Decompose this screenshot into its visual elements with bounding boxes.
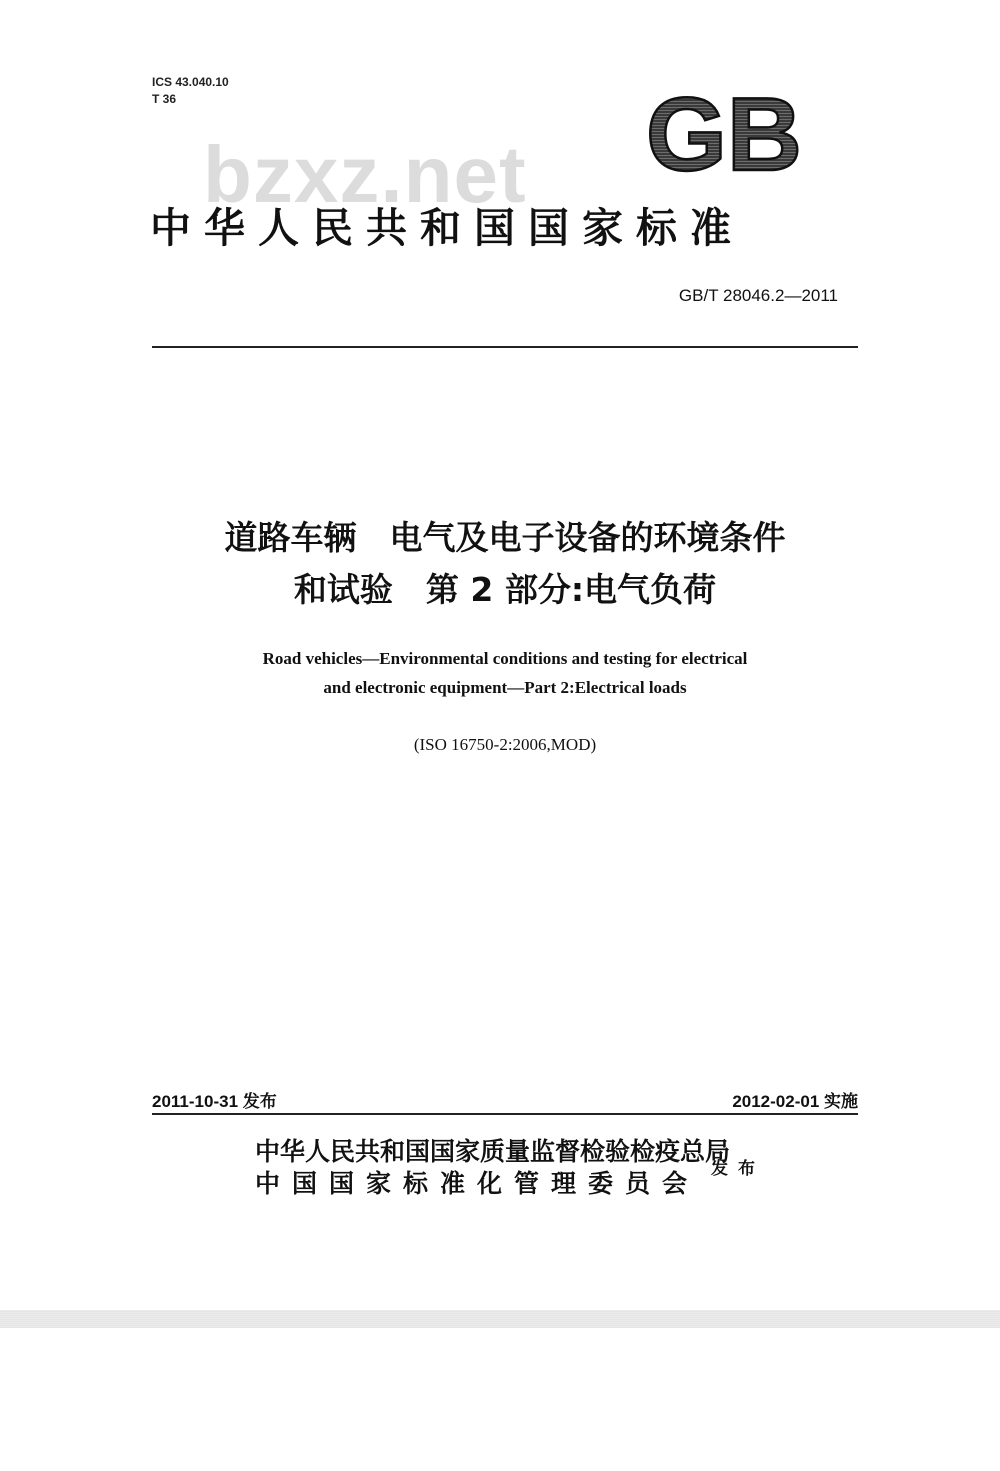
ics-code: ICS 43.040.10	[152, 75, 229, 89]
gb-logo-text: GB	[646, 86, 802, 178]
classification-codes	[152, 74, 229, 108]
page-separator	[0, 1310, 1000, 1328]
english-title	[100, 644, 910, 702]
issuer-aqsiq: 中华人民共和国国家质量监督检验检疫总局	[255, 1137, 731, 1166]
issuing-authorities	[255, 1136, 730, 1200]
bottom-divider	[152, 1113, 858, 1115]
english-title-line-1: Road vehicles—Environmental conditions and testing for electrical	[262, 649, 748, 668]
iso-reference: (ISO 16750-2:2006,MOD)	[413, 735, 597, 754]
class-code: T 36	[152, 92, 177, 106]
publish-date: 2011-10-31 发布	[152, 1092, 277, 1111]
implementation-date: 2012-02-01 实施	[732, 1092, 858, 1111]
top-divider	[152, 346, 858, 348]
watermark: bzxz.net	[203, 130, 527, 219]
english-title-line-2: and electronic equipment—Part 2:Electrical loads	[323, 678, 687, 697]
standard-number: GB/T 28046.2—2011	[678, 286, 838, 305]
chinese-title	[100, 512, 910, 616]
next-page-area	[0, 1328, 1000, 1471]
chinese-title-line-2: 和试验 第 2 部分:电气负荷	[293, 570, 717, 609]
standard-type-title: 中华人民共和国国家标准	[150, 204, 744, 252]
gb-logo	[636, 86, 812, 178]
issuer-sac: 中国国家标准化管理委员会	[255, 1169, 700, 1198]
issue-label: 发布	[711, 1159, 765, 1179]
chinese-title-line-1: 道路车辆 电气及电子设备的环境条件	[224, 518, 786, 557]
